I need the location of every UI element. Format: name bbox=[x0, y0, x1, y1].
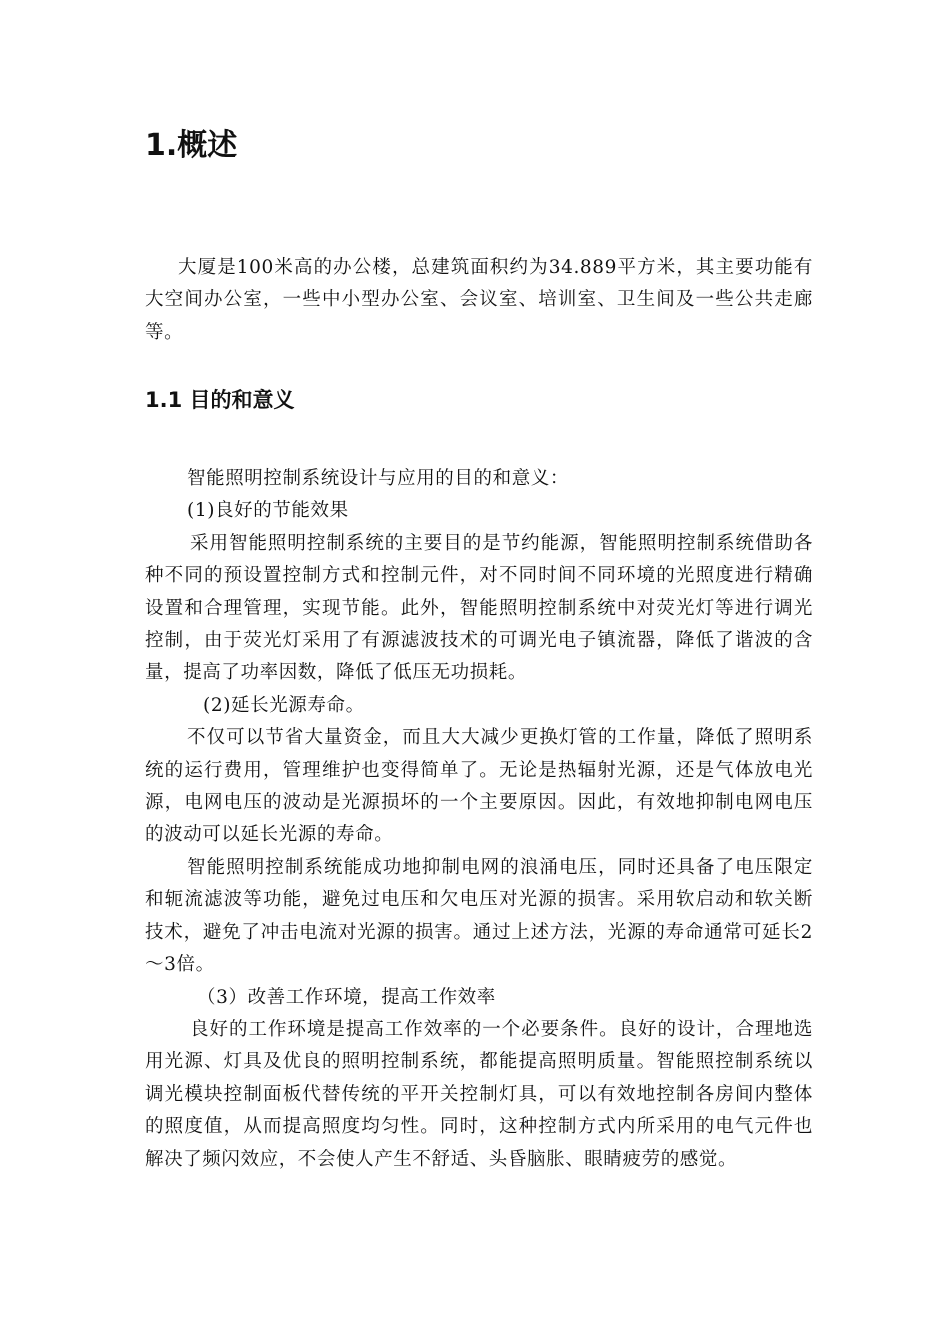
point3-paragraph: 良好的工作环境是提高工作效率的一个必要条件。良好的设计，合理地选用光源、灯具及优良的照明控制系统，都能提高照明质量。智能照控制系统以调光模块控制面板代替传统的平开关控制灯具，可以有效地控制各房间内整体的照度值，从而提高照度均匀性。同时，这种控制方式内所采用的电气元件也解决了频闪效应，不会使人产生不舒适、头昏脑胀、眼睛疲劳的感觉。 bbox=[145, 1018, 813, 1170]
intro-paragraph: 大厦是100米高的办公楼，总建筑面积约为34.889平方米，其主要功能有大空间办公室，一些中小型办公室、会议室、培训室、卫生间及一些公共走廊等。 bbox=[145, 257, 813, 343]
section-title: 1.概述 bbox=[145, 128, 238, 163]
point2-paragraph-a: 不仅可以节省大量资金，而且大大减少更换灯管的工作量，降低了照明系统的运行费用，管理维护也变得简单了。无论是热辐射光源，还是气体放电光源，电网电压的波动是光源损坏的一个主要原因。因此，有效地抑制电网电压的波动可以延长光源的寿命。 bbox=[145, 727, 813, 846]
subsection-title: 1.1 目的和意义 bbox=[145, 388, 295, 412]
point2-heading: (2)延长光源寿命。 bbox=[203, 694, 365, 716]
point1-paragraph: 采用智能照明控制系统的主要目的是节约能源，智能照明控制系统借助各种不同的预设置控制方式和控制元件，对不同时间不同环境的光照度进行精确设置和合理管理，实现节能。此外，智能照明控制系统中对荧光灯等进行调光控制，由于荧光灯采用了有源滤波技术的可调光电子镇流器，降低了谐波的含量，提高了功率因数，降低了低压无功损耗。 bbox=[145, 532, 813, 684]
lead-paragraph: 智能照明控制系统设计与应用的目的和意义： bbox=[187, 468, 570, 489]
subsection-body bbox=[145, 463, 813, 1176]
point1-heading: (1)良好的节能效果 bbox=[187, 500, 349, 522]
intro-block bbox=[145, 252, 813, 349]
point3-heading: （3）改善工作环境，提高工作效率 bbox=[197, 986, 496, 1008]
point2-paragraph-b: 智能照明控制系统能成功地抑制电网的浪涌电压，同时还具备了电压限定和轭流滤波等功能，避免过电压和欠电压对光源的损害。采用软启动和软关断技术，避免了冲击电流对光源的损害。通过上述方法，光源的寿命通常可延长2～3倍。 bbox=[145, 856, 813, 976]
